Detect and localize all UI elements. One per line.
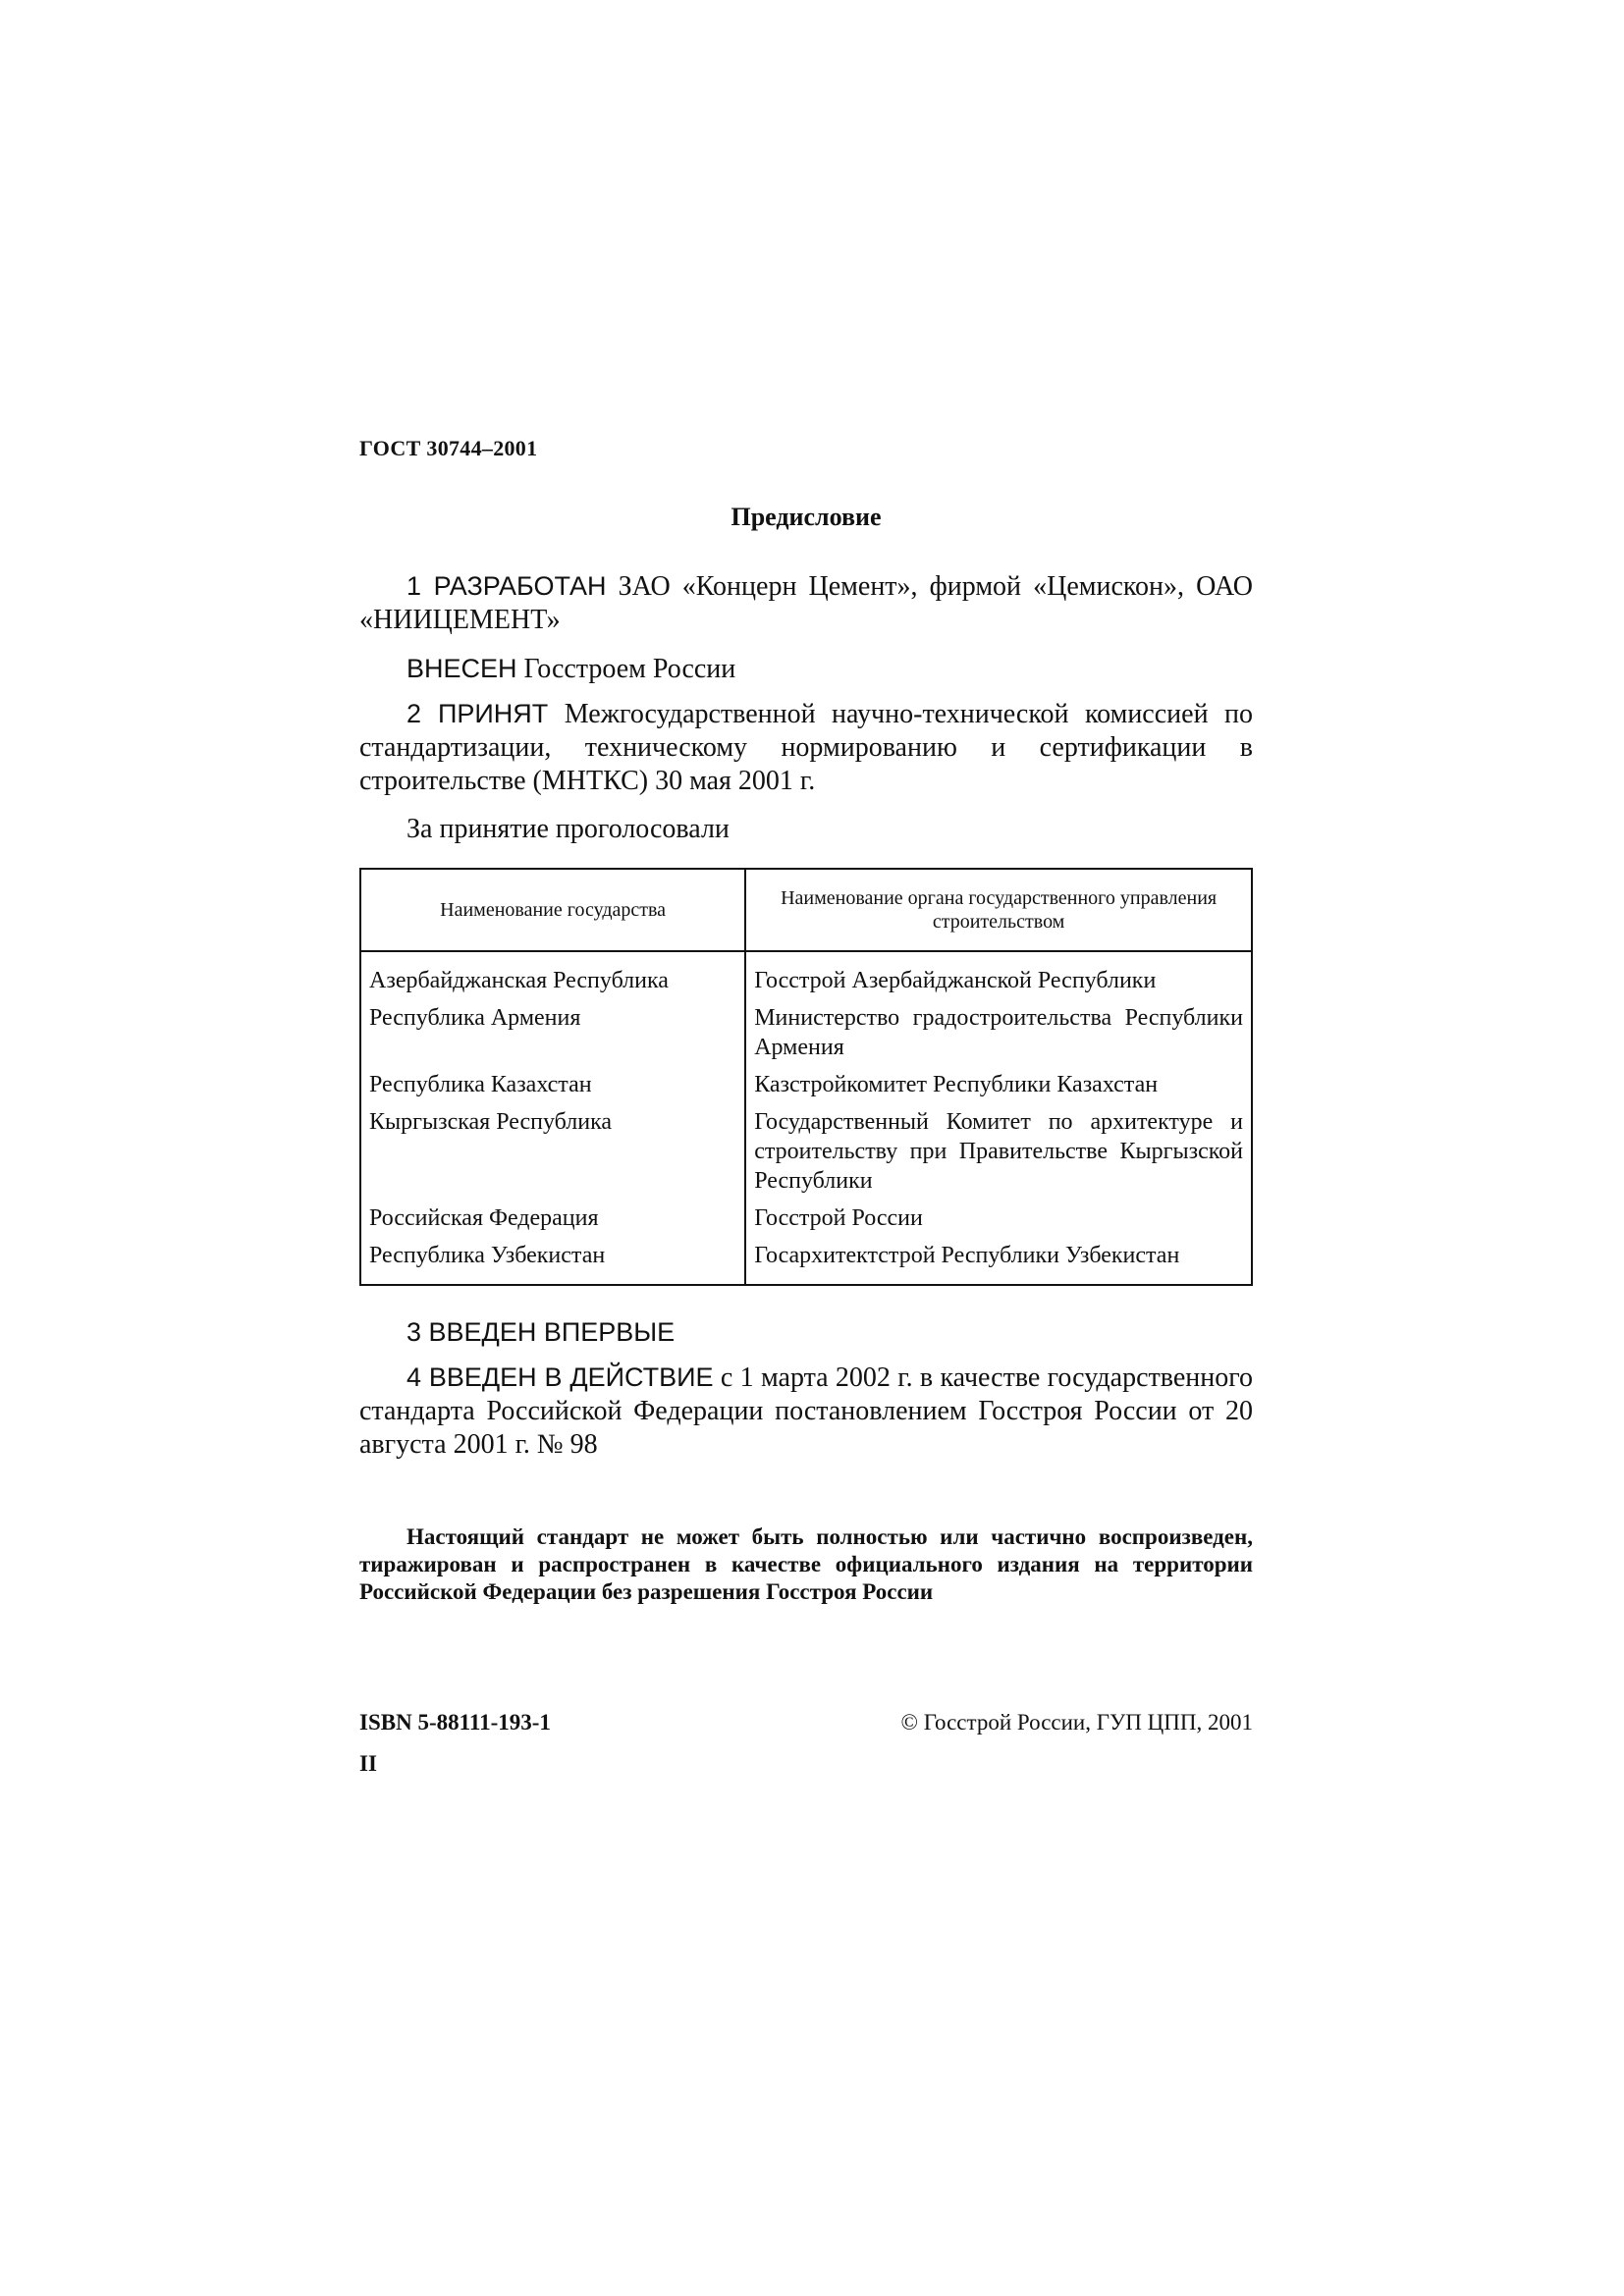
paragraph-text: ЗАО «Концерн Цемент», фирмой «Цемискон», ОАО «НИИЦЕМЕНТ» — [359, 571, 1253, 635]
state-cell: Кыргызская Республика — [360, 1103, 745, 1200]
paragraph-text: Госстроем России — [516, 654, 736, 684]
authority-cell: Госстрой Азербайджанской Республики — [745, 951, 1252, 999]
paragraph-text: Межгосударственной научно-технической комиссией по стандартизации, техническому нормированию и сертификации в строительстве (МНТКС) 30 мая 2001 г. — [359, 699, 1253, 796]
paragraph-enacted — [359, 1361, 1253, 1462]
paragraph-text: За принятие проголосовали — [406, 814, 730, 844]
table-row — [360, 999, 1252, 1066]
voting-table — [359, 868, 1253, 1286]
paragraph-developed — [359, 569, 1253, 637]
column-header-authority: Наименование органа государственного управления строительством — [745, 869, 1252, 951]
copyright: © Госстрой России, ГУП ЦПП, 2001 — [900, 1710, 1253, 1735]
table-row — [360, 951, 1252, 999]
authority-cell: Госархитектстрой Республики Узбекистан — [745, 1237, 1252, 1285]
paragraph-text: с 1 марта 2002 г. в качестве государственного стандарта Российской Федерации постановлением Госстроя России от 20 августа 2001 г. № 98 — [359, 1362, 1254, 1460]
table-header-row — [360, 869, 1252, 951]
column-header-state: Наименование государства — [360, 869, 745, 951]
table-row — [360, 1237, 1252, 1285]
table-row — [360, 1200, 1252, 1237]
paragraph-lead: ВНЕСЕН — [406, 654, 517, 683]
state-cell: Азербайджанская Республика — [360, 951, 745, 999]
page-number: II — [359, 1751, 377, 1776]
page-title: Предисловие — [731, 503, 882, 531]
reproduction-notice: Настоящий стандарт не может быть полностью или частично воспроизведен, тиражирован и распространен в качестве официального издания на территории Российской Федерации без разрешения Госстроя России — [359, 1524, 1253, 1604]
state-cell: Республика Казахстан — [360, 1066, 745, 1103]
paragraph-adopted — [359, 697, 1253, 798]
state-cell: Республика Узбекистан — [360, 1237, 745, 1285]
authority-cell: Госстрой России — [745, 1200, 1252, 1237]
authority-cell: Государственный Комитет по архитектуре и строительству при Правительстве Кыргызской Республики — [745, 1103, 1252, 1200]
authority-cell: Министерство градостроительства Республики Армения — [745, 999, 1252, 1066]
isbn: ISBN 5-88111-193-1 — [359, 1710, 551, 1735]
paragraph-voted — [359, 813, 1253, 846]
table-row — [360, 1066, 1252, 1103]
paragraph-lead: 1 РАЗРАБОТАН — [406, 571, 607, 601]
paragraph-first-introduced — [359, 1315, 1253, 1350]
paragraph-lead: 2 ПРИНЯТ — [406, 699, 549, 728]
authority-cell: Казстройкомитет Республики Казахстан — [745, 1066, 1252, 1103]
state-cell: Республика Армения — [360, 999, 745, 1066]
paragraph-lead: 4 ВВЕДЕН В ДЕЙСТВИЕ — [406, 1362, 714, 1392]
state-cell: Российская Федерация — [360, 1200, 745, 1237]
table-row — [360, 1103, 1252, 1200]
document-code: ГОСТ 30744–2001 — [359, 436, 538, 460]
paragraph-lead: 3 ВВЕДЕН ВПЕРВЫЕ — [406, 1317, 676, 1347]
paragraph-submitted — [359, 652, 1253, 686]
